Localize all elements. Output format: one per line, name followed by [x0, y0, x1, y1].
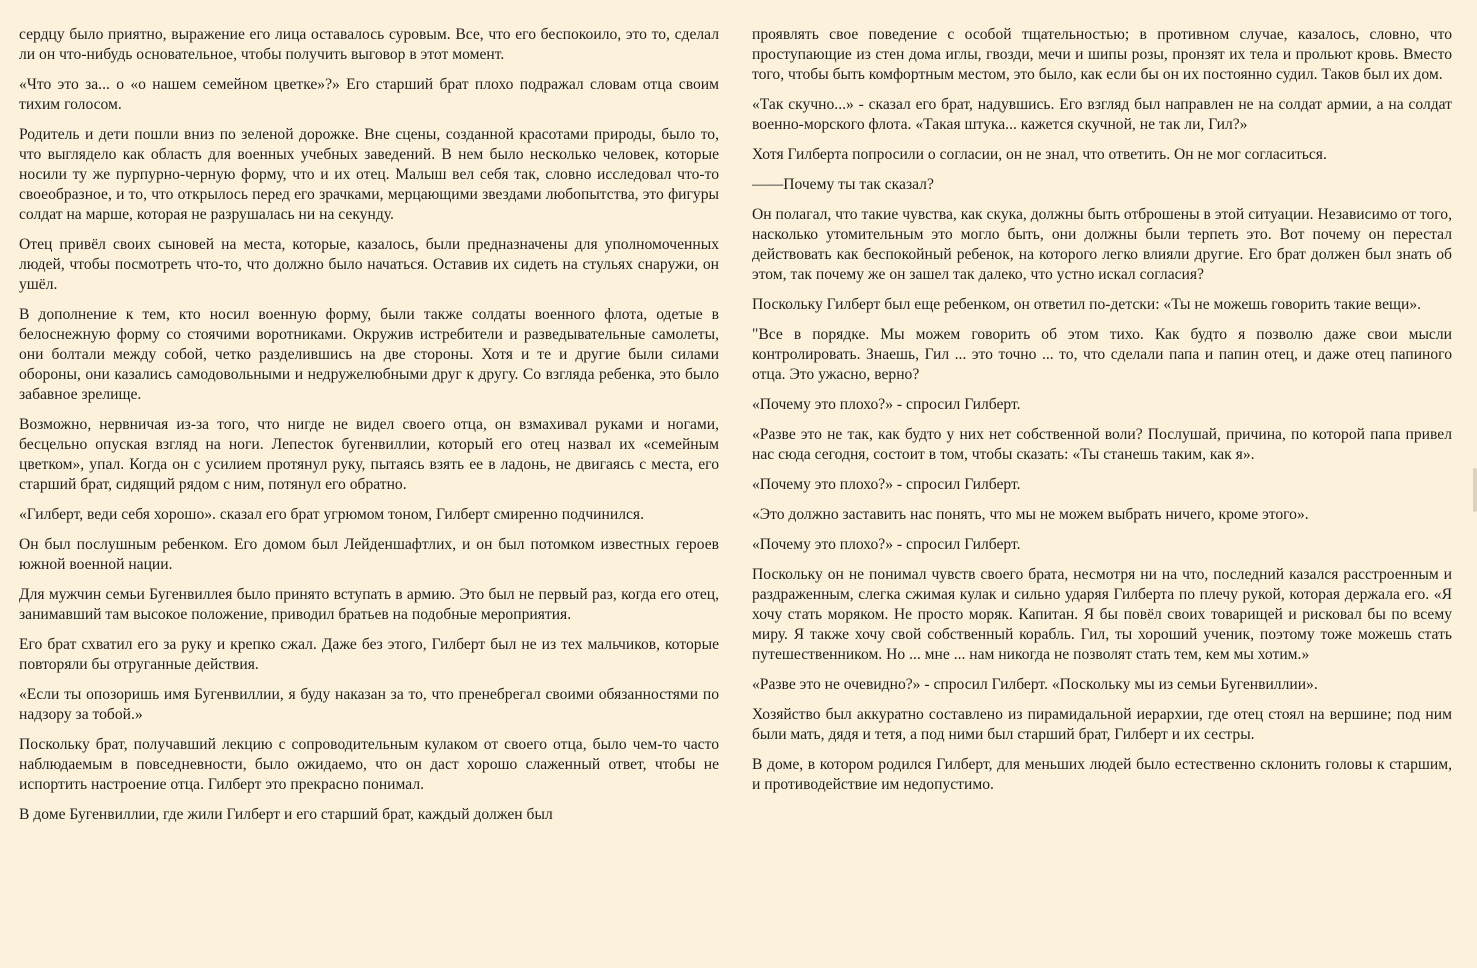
paragraph: В дополнение к тем, кто носил военную форму, были также солдаты военного флота, одетые в белоснежную форму со стоячими воротниками. Окружив истребители и разведывательные самолеты, они болтали между собой, четко разделившись на две стороны. Хотя и те и другие были силами обороны, они казались самодовольными и недружелюбными друг к другу. Со взгляда ребенка, это было забавное зрелище. [19, 306, 719, 403]
vertical-scrollbar[interactable] [1472, 0, 1477, 968]
paragraph: Он был послушным ребенком. Его домом был Лейденшафтлих, и он был потомком известных героев южной военной нации. [19, 536, 719, 573]
paragraph: Поскольку брат, получавший лекцию с сопроводительным кулаком от своего отца, было чем-то часто наблюдаемым в повседневности, было ожидаемо, что он даст хорошо слаженный ответ, чтобы не испортить настроение отца. Гилберт это прекрасно понимал. [19, 736, 719, 793]
paragraph: ——Почему ты так сказал? [752, 176, 934, 193]
paragraph: Его брат схватил его за руку и крепко сжал. Даже без этого, Гилберт был не из тех мальчиков, которые повторяли бы отруганные действия. [19, 636, 719, 673]
paragraph: Хотя Гилберта попросили о согласии, он не знал, что ответить. Он не мог согласиться. [752, 146, 1327, 163]
paragraph: проявлять свое поведение с особой тщательностью; в противном случае, казалось, словно, что проступающие из стен дома иглы, гвозди, мечи и шипы розы, пронзят их тела и прольют кровь. Вместо того, чтобы быть комфортным местом, это было, как если бы он их постоянно судил. Таков был их дом. [752, 26, 1452, 83]
paragraph: «Почему это плохо?» - спросил Гилберт. [752, 396, 1021, 413]
paragraph: «Если ты опозоришь имя Бугенвиллии, я буду наказан за то, что пренебрегал своими обязанностями по надзору за тобой.» [19, 686, 719, 723]
paragraph: Возможно, нервничая из-за того, что нигде не видел своего отца, он взмахивал руками и ногами, бесцельно опуская взгляд на ноги. Лепесток бугенвиллии, который его отец назвал их «семейным цветком», упал. Когда он с усилием протянул руку, пытаясь взять ее в ладонь, не двигаясь с места, его старший брат, сидящий рядом с ним, потянул его обратно. [19, 416, 719, 493]
paragraph: сердцу было приятно, выражение его лица оставалось суровым. Все, что его беспокоило, это то, сделал ли он что-нибудь основательное, чтобы получить выговор в этот момент. [19, 26, 719, 63]
paragraph: «Почему это плохо?» - спросил Гилберт. [752, 476, 1021, 493]
paragraph: Родитель и дети пошли вниз по зеленой дорожке. Вне сцены, созданной красотами природы, было то, что выглядело как область для военных учебных заведений. В нем было несколько человек, которые носили ту же пурпурно-черную форму, что и их отец. Малыш вел себя так, словно исследовал что-то своеобразное, и то, что открылось перед его зрачками, мерцающими звездами любопытства, это фигуры солдат на марше, которая не разрушалась ни на секунду. [19, 126, 719, 223]
paragraph: «Это должно заставить нас понять, что мы не можем выбрать ничего, кроме этого». [752, 506, 1309, 523]
paragraph: «Почему это плохо?» - спросил Гилберт. [752, 536, 1021, 553]
paragraph: «Разве это не так, как будто у них нет собственной воли? Послушай, причина, по которой папа привел нас сюда сегодня, состоит в том, чтобы сказать: «Ты станешь таким, как я». [752, 426, 1452, 463]
text-column-right [752, 25, 1452, 805]
paragraph: В доме, в котором родился Гилберт, для меньших людей было естественно склонить головы к старшим, и противодействие им недопустимо. [752, 756, 1452, 793]
paragraph: «Разве это не очевидно?» - спросил Гилберт. «Поскольку мы из семьи Бугенвиллии». [752, 676, 1318, 693]
paragraph: «Что это за... о «о нашем семейном цветке»?» Его старший брат плохо подражал словам отца своим тихим голосом. [19, 76, 719, 113]
scrollbar-thumb[interactable] [1473, 468, 1477, 512]
paragraph: "Все в порядке. Мы можем говорить об этом тихо. Как будто я позволю даже свои мысли контролировать. Знаешь, Гил ... это точно ... то, что сделали папа и папин отец, и даже отец папиного отца. Это ужасно, верно? [752, 326, 1452, 383]
paragraph: Хозяйство был аккуратно составлено из пирамидальной иерархии, где отец стоял на вершине; под ним были мать, дядя и тетя, а под ними был старший брат, Гилберт и их сестры. [752, 706, 1452, 743]
text-column-left [19, 25, 719, 835]
paragraph: В доме Бугенвиллии, где жили Гилберт и его старший брат, каждый должен был [19, 806, 553, 823]
paragraph: Поскольку Гилберт был еще ребенком, он ответил по-детски: «Ты не можешь говорить такие вещи». [752, 296, 1422, 313]
paragraph: «Так скучно...» - сказал его брат, надувшись. Его взгляд был направлен не на солдат армии, а на солдат военно-морского флота. «Такая штука... кажется скучной, не так ли, Гил?» [752, 96, 1452, 133]
paragraph: Для мужчин семьи Бугенвиллея было принято вступать в армию. Это был не первый раз, когда его отец, занимавший там высокое положение, приводил братьев на подобные мероприятия. [19, 586, 719, 623]
paragraph: Поскольку он не понимал чувств своего брата, несмотря ни на что, последний казался расстроенным и раздраженным, слегка сжимая кулак и сильно ударяя Гилберта по плечу рукой, которая держала его. «Я хочу стать моряком. Не просто моряк. Капитан. Я бы повёл своих товарищей и рисковал бы по всему миру. Я также хочу свой собственный корабль. Гил, ты хороший ученик, поэтому тоже можешь стать путешественником. Но ... мне ... нам никогда не позволят стать тем, кем мы хотим.» [752, 566, 1452, 663]
paragraph: Он полагал, что такие чувства, как скука, должны быть отброшены в этой ситуации. Независимо от того, насколько утомительным это могло быть, они должны были терпеть это. Вот почему он перестал действовать как беспокойный ребенок, на которого легко влияли другие. Его брат должен был знать об этом, так почему же он зашел так далеко, что устно искал согласия? [752, 206, 1452, 283]
paragraph: Отец привёл своих сыновей на места, которые, казалось, были предназначены для уполномоченных людей, чтобы посмотреть что-то, что должно было начаться. Оставив их сидеть на стульях снаружи, он ушёл. [19, 236, 719, 293]
paragraph: «Гилберт, веди себя хорошо». сказал его брат угрюмом тоном, Гилберт смиренно подчинился. [19, 506, 644, 523]
